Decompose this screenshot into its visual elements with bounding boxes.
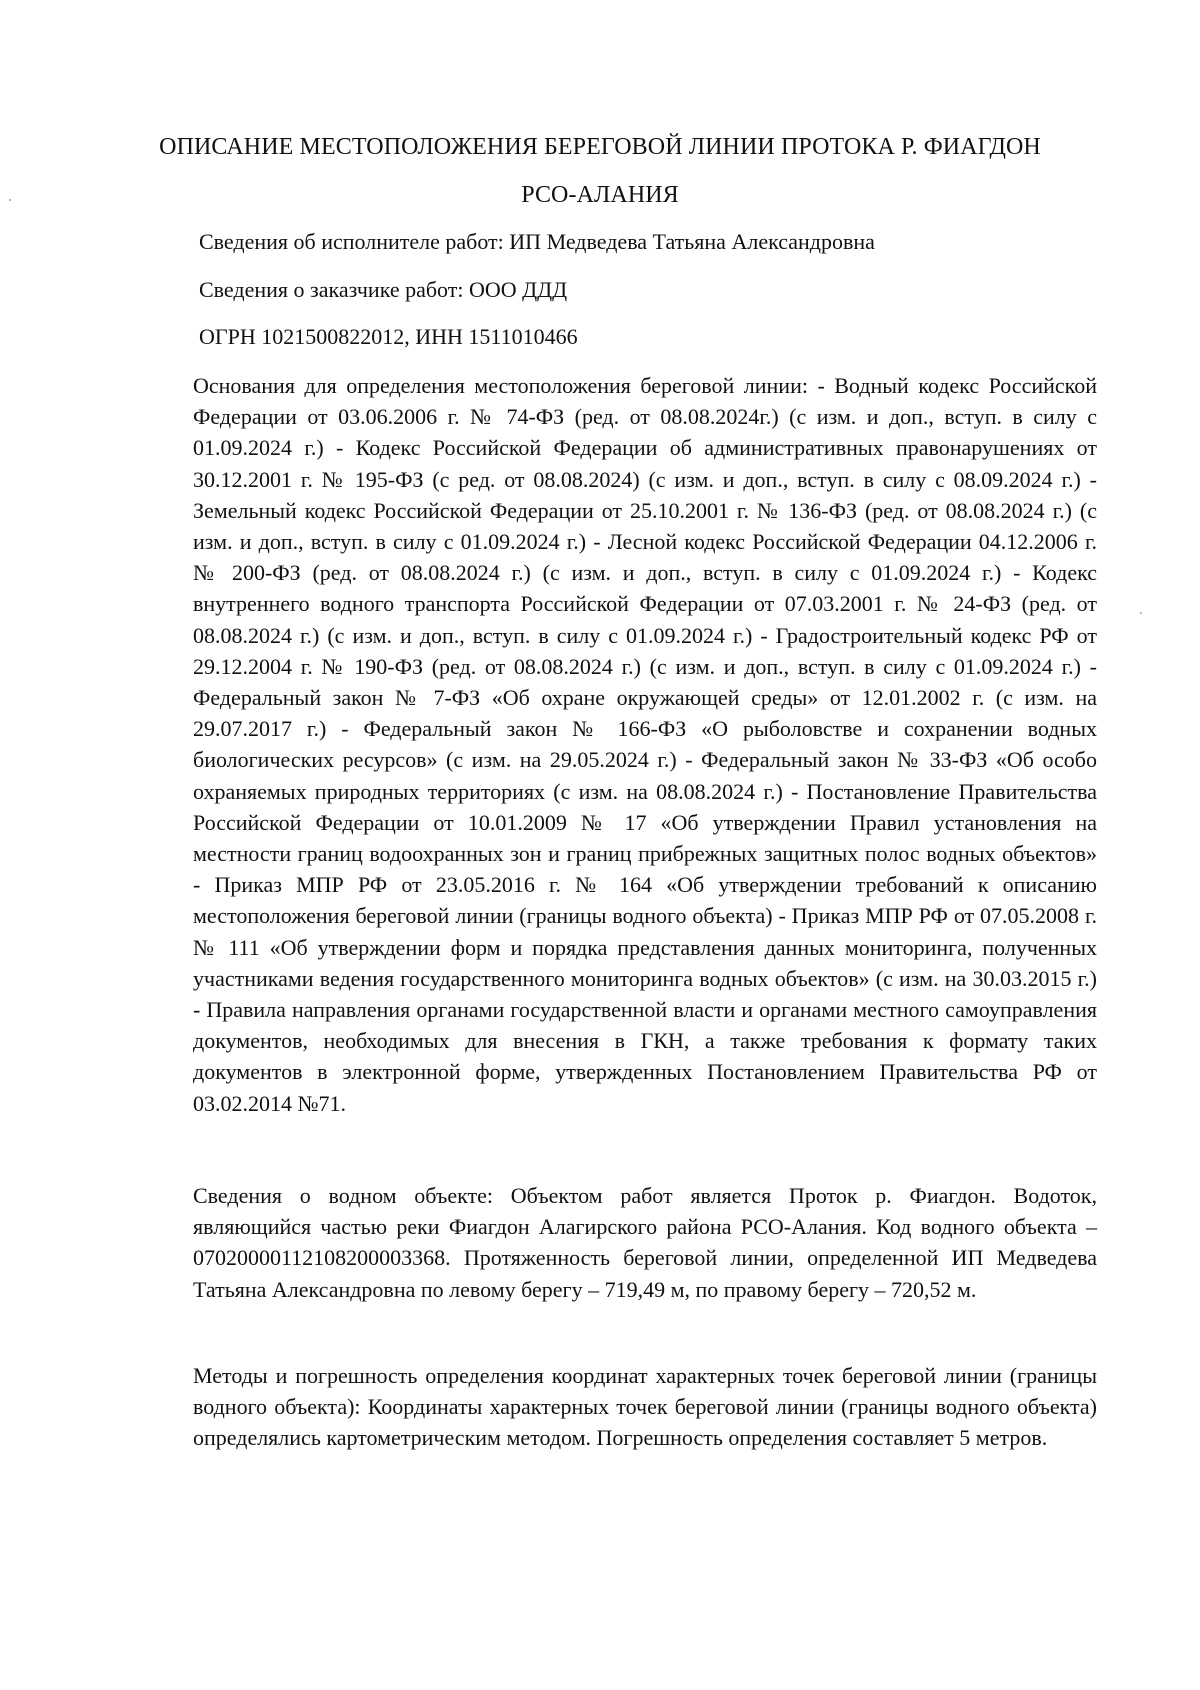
document-title: ОПИСАНИЕ МЕСТОПОЛОЖЕНИЯ БЕРЕГОВОЙ ЛИНИИ ПРОТОКА Р. ФИАГДОН bbox=[159, 134, 1041, 160]
registration-info: ОГРН 1021500822012, ИНН 1511010466 bbox=[199, 324, 578, 349]
customer-info: Сведения о заказчике работ: ООО ДДД bbox=[199, 277, 568, 302]
scan-speck bbox=[9, 199, 11, 201]
document-subtitle: РСО-АЛАНИЯ bbox=[521, 182, 679, 208]
water-object-paragraph: Сведения о водном объекте: Объектом работ является Проток р. Фиагдон. Водоток, являющийся частью реки Фиагдон Алагирского района РСО-Алания. Код водного объекта – 07020000112108200003368. Протяженность береговой линии, определенной ИП Медведева Татьяна Александровна по левому берегу – 719,49 м, по правому берегу – 720,52 м. bbox=[193, 1183, 1097, 1302]
grounds-paragraph: Основания для определения местоположения береговой линии: - Водный кодекс Российской Федерации от 03.06.2006 г. № 74-ФЗ (ред. от 08.08.2024г.) (с изм. и доп., вступ. в силу с 01.09.2024 г.) - Кодекс Российской Федерации об административных правонарушениях от 30.12.2001 г. № 195-ФЗ (с ред. от 08.08.2024) (с изм. и доп., вступ. в силу с 08.09.2024 г.) - Земельный кодекс Российской Федерации от 25.10.2001 г. № 136-ФЗ (ред. от 08.08.2024 г.) (с изм. и доп., вступ. в силу с 01.09.2024 г.) - Лесной кодекс Российской Федерации 04.12.2006 г. № 200-ФЗ (ред. от 08.08.2024 г.) (с изм. и доп., вступ. в силу с 01.09.2024 г.) - Кодекс внутреннего водного транспорта Российской Федерации от 07.03.2001 г. № 24-ФЗ (ред. от 08.08.2024 г.) (с изм. и доп., вступ. в силу с 01.09.2024 г.) - Градостроительный кодекс РФ от 29.12.2004 г. № 190-ФЗ (ред. от 08.08.2024 г.) (с изм. и доп., вступ. в силу с 01.09.2024 г.) - Федеральный закон № 7-ФЗ «Об охране окружающей среды» от 12.01.2002 г. (с изм. на 29.07.2017 г.) - Федеральный закон № 166-ФЗ «О рыболовстве и сохранении водных биологических ресурсов» (с изм. на 29.05.2024 г.) - Федеральный закон № 33-ФЗ «Об особо охраняемых природных территориях (с изм. на 08.08.2024 г.) - Постановление Правительства Российской Федерации от 10.01.2009 № 17 «Об утверждении Правил установления на местности границ водоохранных зон и границ прибрежных защитных полос водных объектов» - Приказ МПР РФ от 23.05.2016 г. № 164 «Об утверждении требований к описанию местоположения береговой линии (границы водного объекта) - Приказ МПР РФ от 07.05.2008 г. № 111 «Об утверждении форм и порядка представления данных мониторинга, полученных участниками ведения государственного мониторинга водных объектов» (с изм. на 30.03.2015 г.) - Правила направления органами государственной власти и органами местного самоуправления документов, необходимых для внесения в ГКН, а также требования к формату таких документов в электронной форме, утвержденных Постановлением Правительства РФ от 03.02.2014 №71. bbox=[193, 373, 1097, 1116]
contractor-info: Сведения об исполнителе работ: ИП Медведева Татьяна Александровна bbox=[199, 229, 875, 254]
methods-paragraph: Методы и погрешность определения координат характерных точек береговой линии (границы водного объекта): Координаты характерных точек береговой линии (границы водного объекта) определялись картометрическим методом. Погрешность определения составляет 5 метров. bbox=[193, 1363, 1097, 1451]
scan-speck bbox=[1140, 612, 1142, 614]
